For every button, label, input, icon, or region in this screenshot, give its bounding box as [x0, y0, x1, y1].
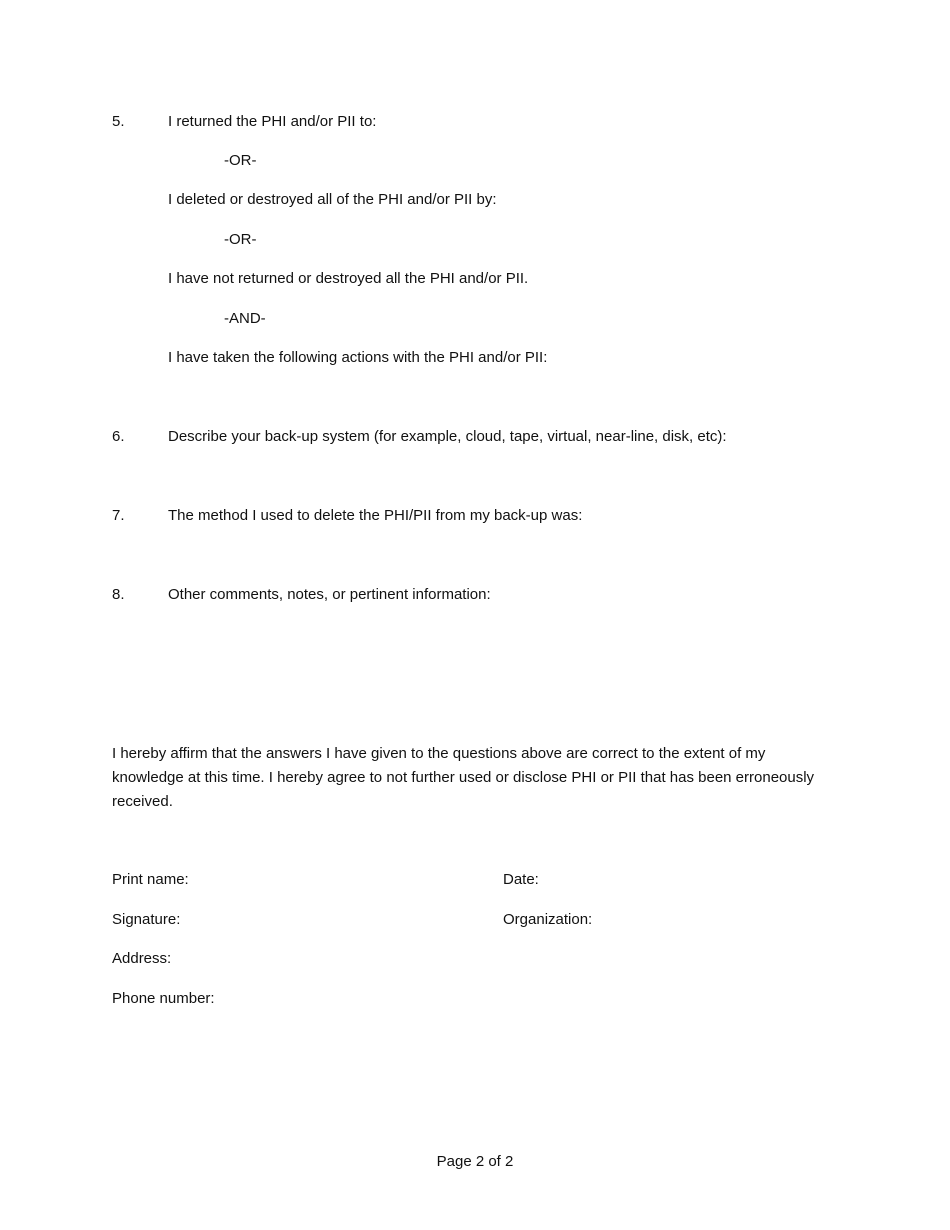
item-5-and-separator: -AND-	[224, 310, 266, 327]
item-5-or-separator-2: -OR-	[224, 231, 257, 248]
item-5-not-returned-text: I have not returned or destroyed all the PHI and/or PII.	[168, 270, 529, 287]
date-label: Date:	[503, 871, 539, 888]
phone-number-label: Phone number:	[112, 990, 215, 1007]
item-5-actions-text: I have taken the following actions with the PHI and/or PII:	[168, 349, 548, 366]
address-label: Address:	[112, 950, 172, 967]
item-5-returned-text: I returned the PHI and/or PII to:	[168, 113, 377, 130]
item-6-text: Describe your back-up system (for example, cloud, tape, virtual, near-line, disk, etc):	[168, 428, 727, 445]
organization-label: Organization:	[503, 911, 593, 928]
print-name-label: Print name:	[112, 871, 189, 888]
item-7-text: The method I used to delete the PHI/PII from my back-up was:	[168, 507, 583, 524]
item-8-number: 8.	[112, 586, 125, 603]
item-8-text: Other comments, notes, or pertinent information:	[168, 586, 491, 603]
page-number-footer: Page 2 of 2	[436, 1153, 514, 1170]
item-5-deleted-text: I deleted or destroyed all of the PHI and/or PII by:	[168, 191, 497, 208]
signature-label: Signature:	[112, 911, 181, 928]
affirmation-paragraph: I hereby affirm that the answers I have given to the questions above are correct to the extent of my knowledge at this time. I hereby agree to not further used or disclose PHI or PII that has been erroneously received.	[112, 745, 815, 810]
item-7-number: 7.	[112, 507, 125, 524]
item-5-number: 5.	[112, 113, 125, 130]
item-5-or-separator-1: -OR-	[224, 152, 257, 169]
item-6-number: 6.	[112, 428, 125, 445]
